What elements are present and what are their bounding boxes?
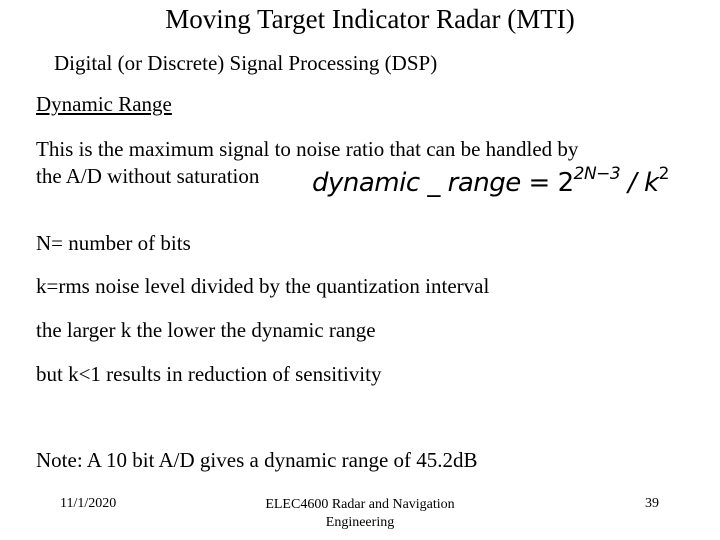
section-heading: Dynamic Range	[36, 92, 172, 116]
k-definition: k=rms noise level divided by the quantization interval	[36, 274, 490, 298]
formula-lhs: dynamic _ range	[312, 168, 521, 198]
formula-exponent: 2N−3	[573, 164, 621, 184]
formula-divide: / k	[620, 168, 659, 198]
definition-line-1: This is the maximum signal to noise ratio that can be handled by	[36, 137, 579, 161]
small-k-statement: but k<1 results in reduction of sensitivity	[36, 362, 382, 386]
formula-equals: = 2	[520, 168, 574, 198]
n-definition: N= number of bits	[36, 231, 191, 255]
footer-course: ELEC4600 Radar and Navigation Engineering	[265, 497, 455, 530]
note-text: Note: A 10 bit A/D gives a dynamic range of 45.2dB	[36, 448, 478, 472]
footer-page-number: 39	[645, 496, 659, 511]
formula-power: 2	[658, 164, 669, 184]
footer-date: 11/1/2020	[60, 496, 117, 511]
larger-k-statement: the larger k the lower the dynamic range	[36, 318, 376, 342]
dynamic-range-formula	[312, 164, 669, 198]
slide-subtitle: Digital (or Discrete) Signal Processing (DSP)	[54, 51, 438, 75]
slide-title: Moving Target Indicator Radar (MTI)	[165, 4, 575, 34]
definition-line-2: the A/D without saturation	[36, 164, 260, 188]
